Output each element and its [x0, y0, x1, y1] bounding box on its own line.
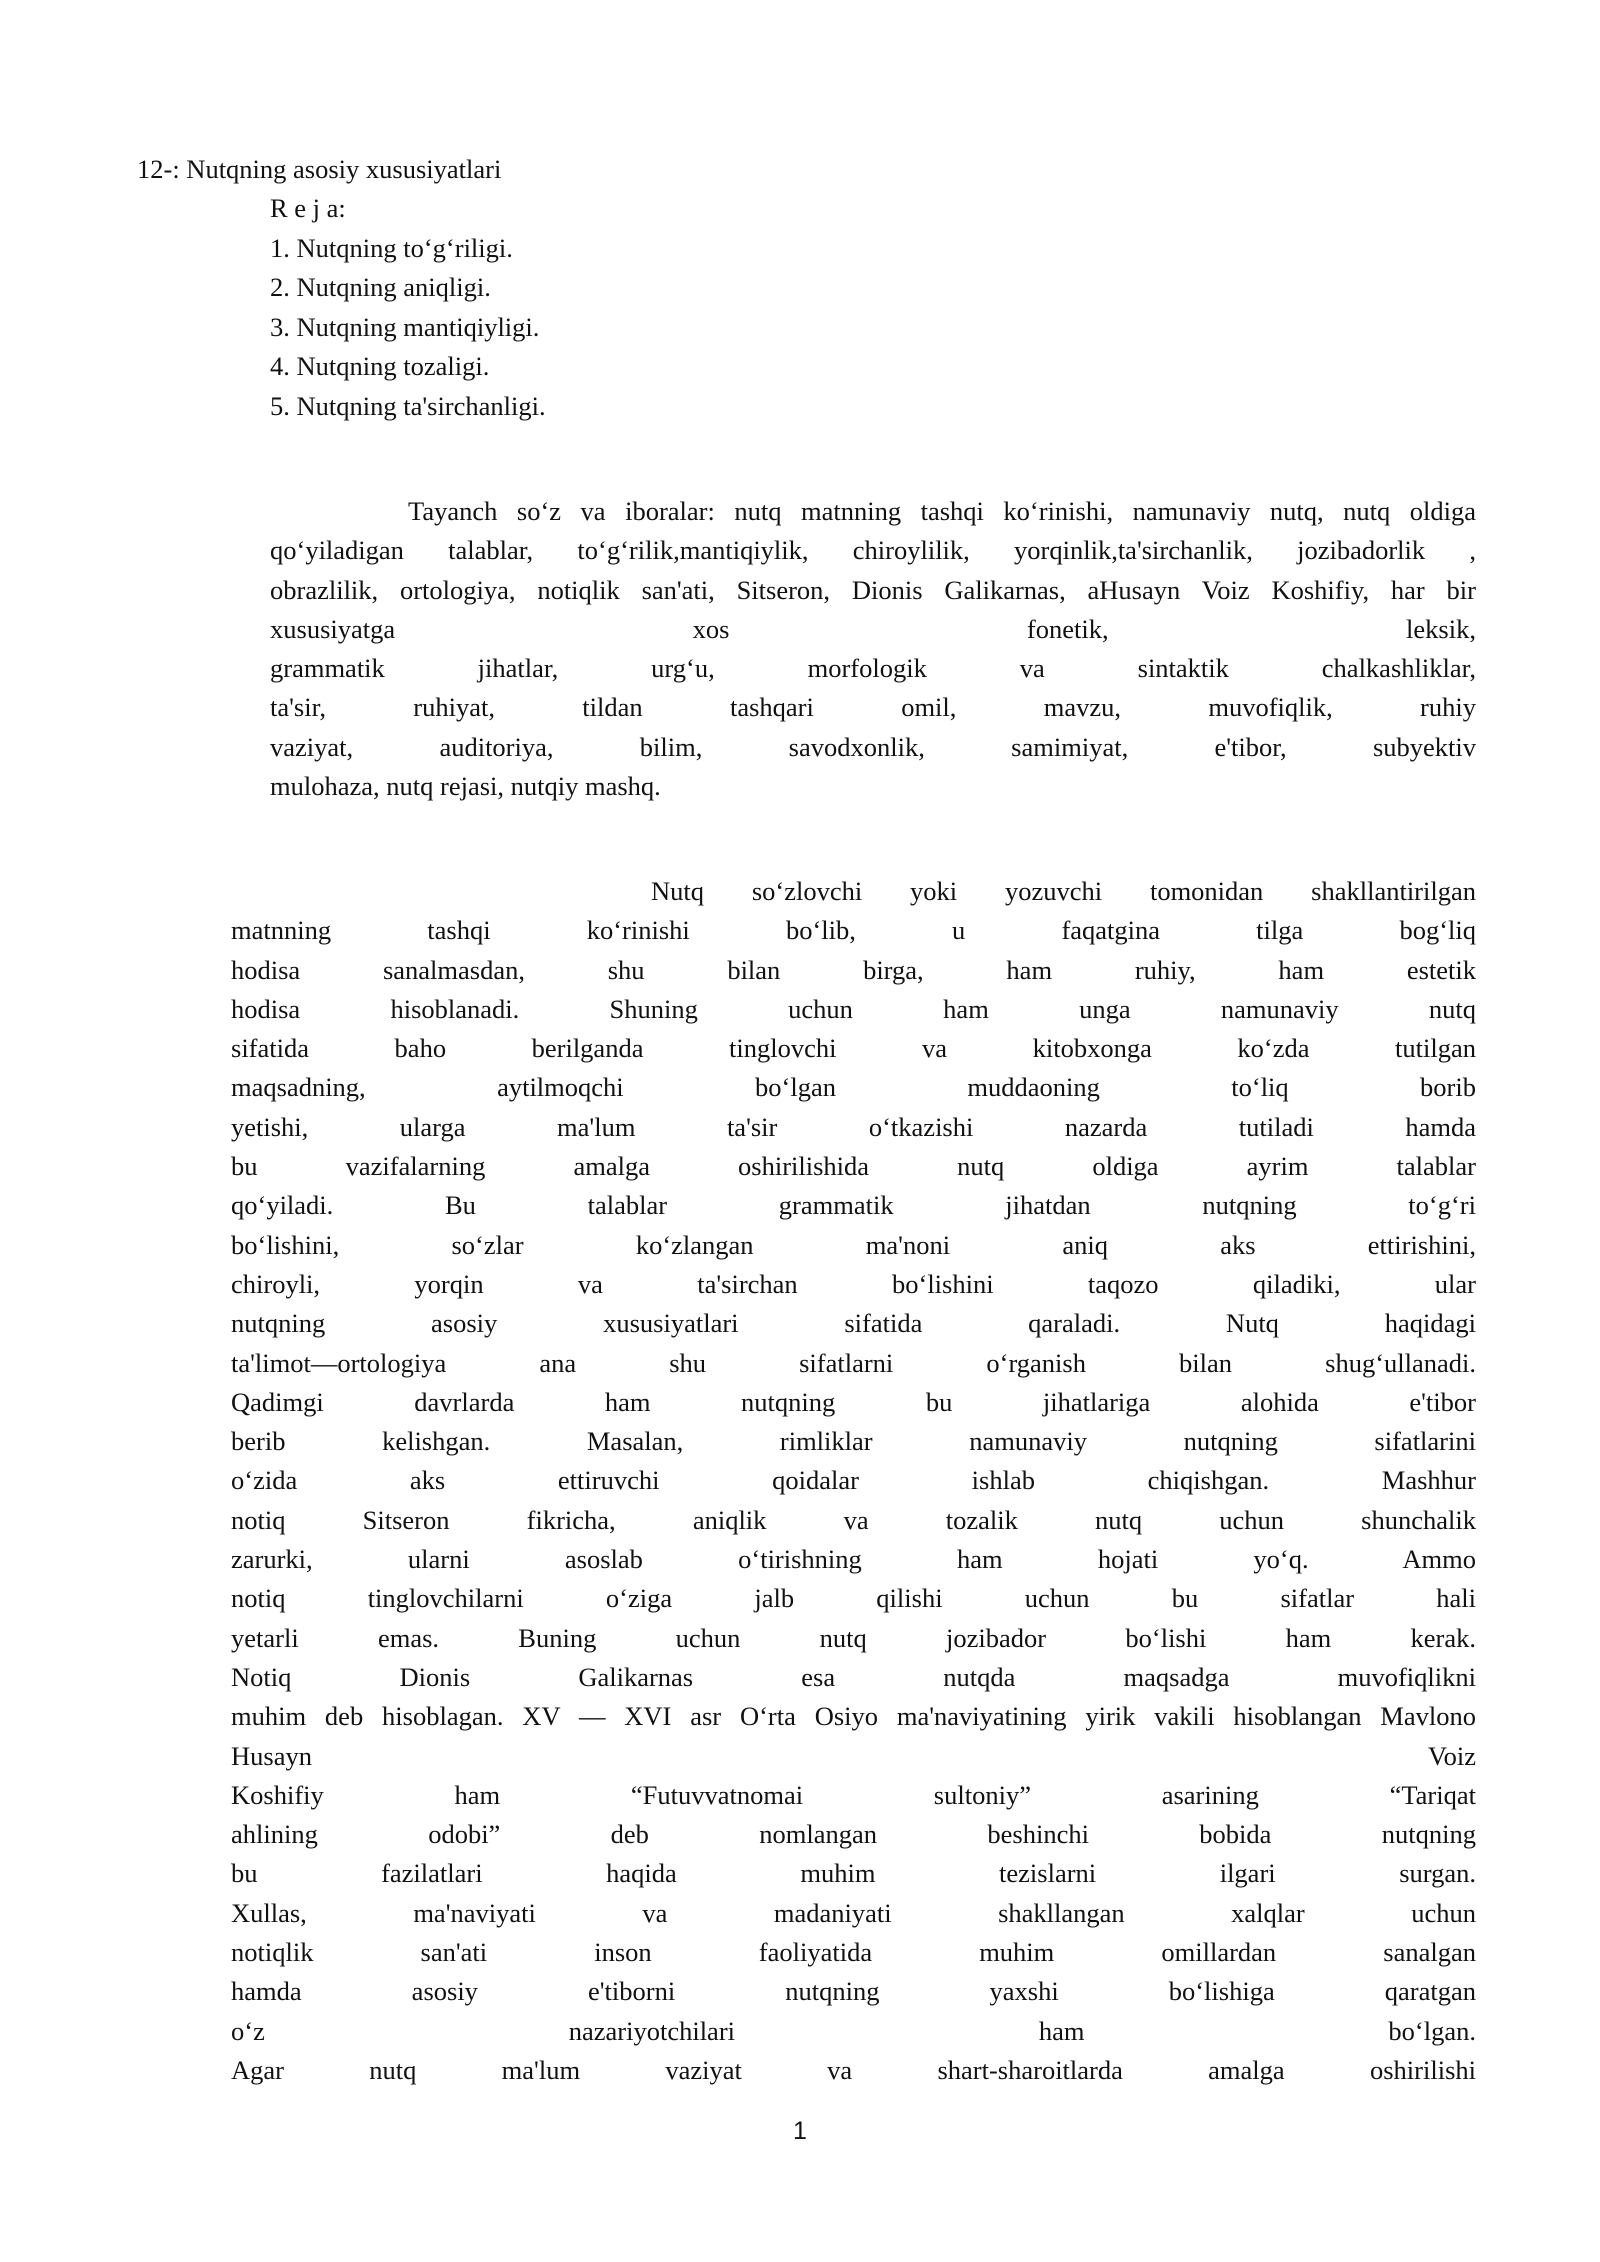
body-line: yetishi, ularga ma'lum ta'sir o‘tkazishi nazarda tutiladi hamda	[231, 1111, 1476, 1142]
body-line: bu fazilatlari haqida muhim tezislarni ilgari surgan.	[231, 1858, 1476, 1889]
body-line: yetarli emas. Buning uchun nutq jozibador bo‘lishi ham kerak.	[231, 1622, 1476, 1653]
body-line: ahlining odobi” deb nomlangan beshinchi bobida nutqning	[231, 1819, 1476, 1850]
document-title: 12-: Nutqning asosiy xususiyatlari	[137, 154, 502, 184]
body-line: qo‘yiladi. Bu talablar grammatik jihatdan nutqning to‘g‘ri	[231, 1190, 1476, 1221]
plan-item: 5. Nutqning ta'sirchanligi.	[270, 390, 546, 421]
body-line: Koshifiy ham “Futuvvatnomai sultoniy” asarining “Tariqat	[231, 1779, 1476, 1810]
body-line: notiq Sitseron fikricha, aniqlik va tozalik nutq uchun shunchalik	[231, 1504, 1476, 1535]
body-line: bu vazifalarning amalga oshirilishida nutq oldiga ayrim talablar	[231, 1151, 1476, 1182]
body-line: notiqlik san'ati inson faoliyatida muhim omillardan sanalgan	[231, 1937, 1476, 1968]
body-line: zarurki, ularni asoslab o‘tirishning ham hojati yo‘q. Ammo	[231, 1544, 1476, 1575]
keywords-line: obrazlilik, ortologiya, notiqlik san'ati, Sitseron, Dionis Galikarnas, aHusayn Voiz Koshifiy, har bir	[270, 574, 1476, 605]
body-line: chiroyli, yorqin va ta'sirchan bo‘lishini taqozo qiladiki, ular	[231, 1268, 1476, 1299]
body-line: hamda asosiy e'tiborni nutqning yaxshi bo‘lishiga qaratgan	[231, 1976, 1476, 2007]
body-line: muhim deb hisoblagan. XV — XVI asr O‘rta Osiyo ma'naviyatining yirik vakili hisoblangan Mavlono	[231, 1701, 1476, 1732]
keywords-paragraph	[270, 492, 1476, 806]
page-number: 1	[793, 2117, 807, 2145]
plan-item: 4. Nutqning tozaligi.	[270, 351, 490, 381]
body-line: sifatida baho berilganda tinglovchi va kitobxonga ko‘zda tutilgan	[231, 1033, 1476, 1064]
plan-item: 3. Nutqning mantiqiyligi.	[270, 311, 540, 342]
body-line: o‘zida aks ettiruvchi qoidalar ishlab chiqishgan. Mashhur	[231, 1465, 1476, 1496]
keywords-line: xususiyatga xos fonetik, leksik,	[270, 613, 1476, 644]
keywords-line: qo‘yiladigan talablar, to‘g‘rilik,mantiqiylik, chiroylilik, yorqinlik,ta'sirchanlik, jozibadorlik ,	[270, 535, 1476, 566]
body-line: maqsadning, aytilmoqchi bo‘lgan muddaoning to‘liq borib	[231, 1072, 1476, 1103]
body-line: Nutq so‘zlovchi yoki yozuvchi tomonidan shakllantirilgan	[651, 876, 1476, 906]
body-line: o‘z nazariyotchilari ham bo‘lgan.	[231, 2015, 1476, 2046]
body-line: notiq tinglovchilarni o‘ziga jalb qilishi uchun bu sifatlar hali	[231, 1583, 1476, 1614]
keywords-line: Tayanch so‘z va iboralar: nutq matnning tashqi ko‘rinishi, namunaviy nutq, nutq oldiga	[408, 496, 1476, 526]
keywords-line: ta'sir, ruhiyat, tildan tashqari omil, mavzu, muvofiqlik, ruhiy	[270, 692, 1476, 723]
plan-heading: R e j a:	[270, 193, 346, 223]
keywords-line: grammatik jihatlar, urg‘u, morfologik va sintaktik chalkashliklar,	[270, 653, 1476, 684]
body-line: Agar nutq ma'lum vaziyat va shart-sharoitlarda amalga oshirilishi	[231, 2054, 1476, 2085]
body-line: ta'limot—ortologiya ana shu sifatlarni o‘rganish bilan shug‘ullanadi.	[231, 1347, 1476, 1378]
plan-item: 1. Nutqning to‘g‘riligi.	[270, 232, 513, 263]
body-line: nutqning asosiy xususiyatlari sifatida qaraladi. Nutq haqidagi	[231, 1308, 1476, 1339]
keywords-line: mulohaza, nutq rejasi, nutqiy mashq.	[270, 771, 661, 802]
main-paragraph	[231, 872, 1476, 2090]
keywords-line: vaziyat, auditoriya, bilim, savodxonlik, samimiyat, e'tibor, subyektiv	[270, 731, 1476, 762]
body-line: hodisa sanalmasdan, shu bilan birga, ham ruhiy, ham estetik	[231, 954, 1476, 985]
body-line: Xullas, ma'naviyati va madaniyati shakllangan xalqlar uchun	[231, 1897, 1476, 1928]
body-line: Notiq Dionis Galikarnas esa nutqda maqsadga muvofiqlikni	[231, 1661, 1476, 1692]
body-line: matnning tashqi ko‘rinishi bo‘lib, u faqatgina tilga bog‘liq	[231, 915, 1476, 946]
plan-item: 2. Nutqning aniqligi.	[270, 272, 491, 302]
body-line: hodisa hisoblanadi. Shuning uchun ham unga namunaviy nutq	[231, 993, 1476, 1024]
body-line: bo‘lishini, so‘zlar ko‘zlangan ma'noni aniq aks ettirishini,	[231, 1229, 1476, 1260]
body-line: Qadimgi davrlarda ham nutqning bu jihatlariga alohida e'tibor	[231, 1386, 1476, 1417]
body-line: berib kelishgan. Masalan, rimliklar namunaviy nutqning sifatlarini	[231, 1426, 1476, 1457]
body-line: Husayn Voiz	[231, 1740, 1476, 1771]
plan-section	[270, 189, 546, 426]
